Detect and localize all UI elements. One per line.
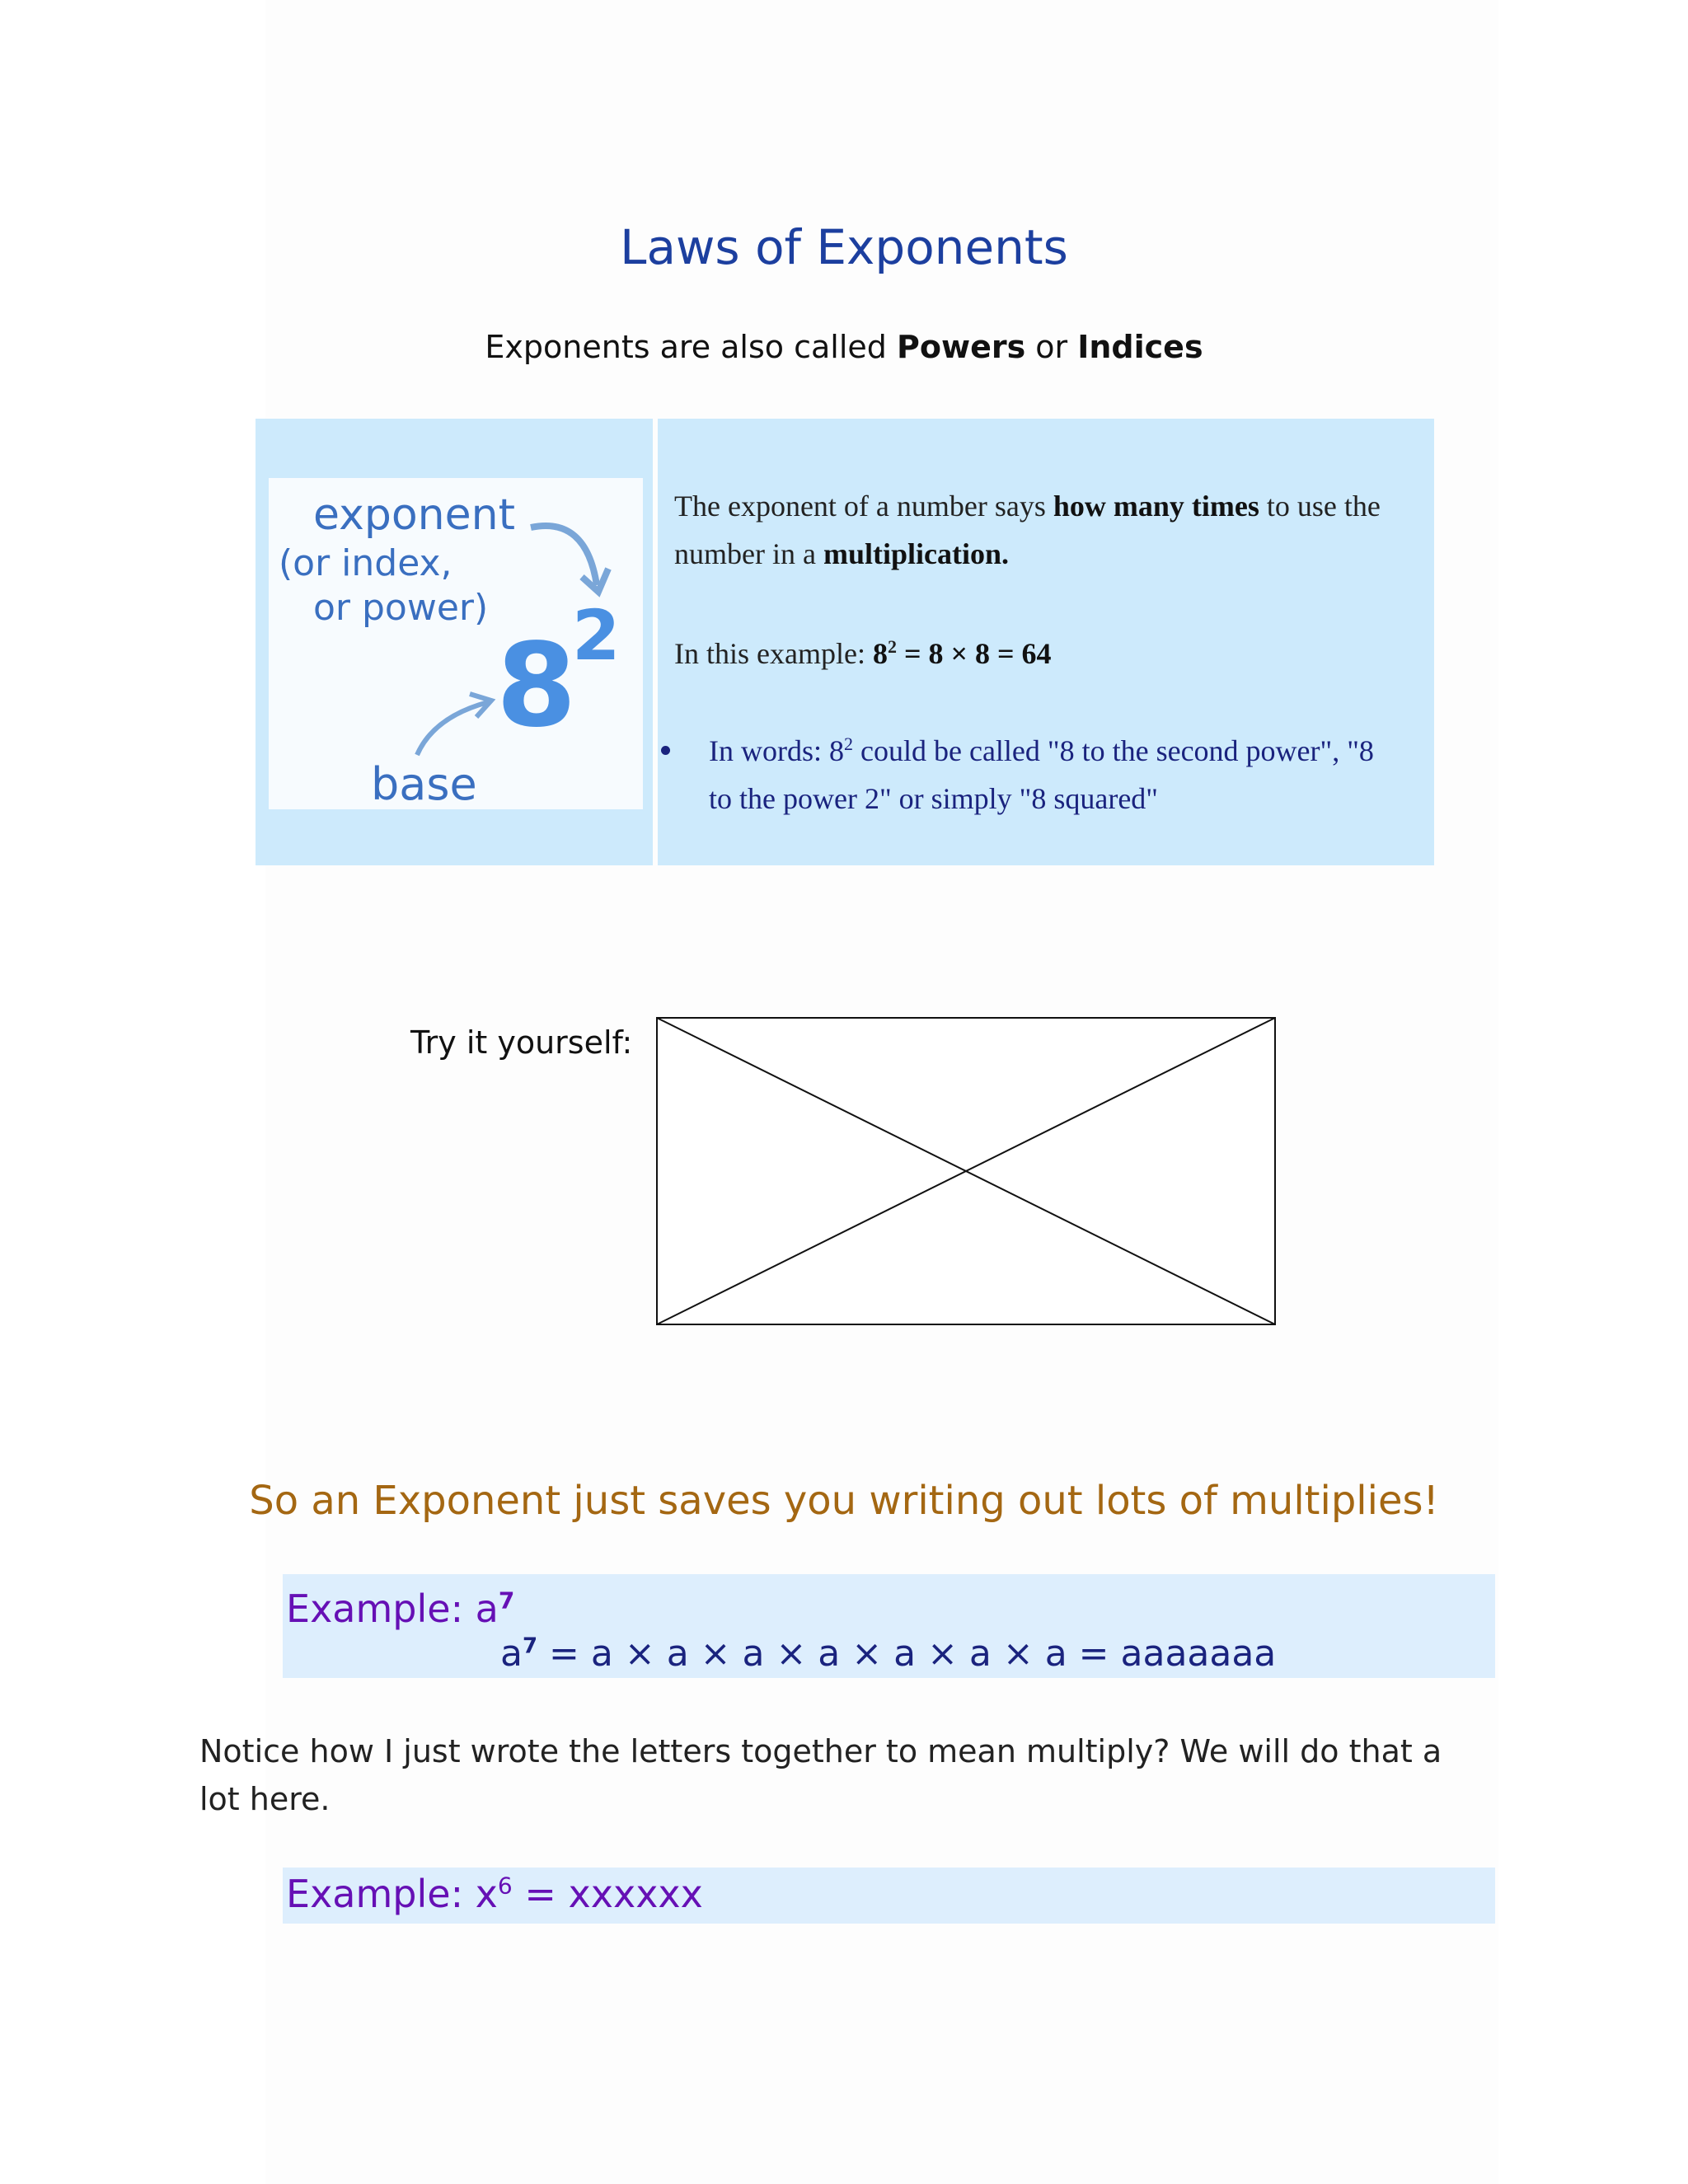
label-exponent: exponent <box>313 490 515 540</box>
label-power: or power) <box>313 587 489 629</box>
example-box-x6 <box>283 1868 1495 1924</box>
explanation-cell <box>658 419 1434 865</box>
bullet-text: In words: 8 <box>709 734 844 767</box>
explanation-line-1 <box>674 482 1426 530</box>
explanation-text: to use the <box>1259 490 1381 523</box>
example-label-rest: = xxxxxx <box>512 1872 703 1916</box>
label-base: base <box>371 758 477 809</box>
bullet-line-1 <box>709 727 1426 775</box>
example-label-text: Example: x <box>286 1872 498 1916</box>
subtitle-or: or <box>1025 329 1078 365</box>
bullet-sup: 2 <box>844 733 853 754</box>
example-label-sup: 7 <box>498 1586 515 1615</box>
base-arrow <box>417 702 488 755</box>
expression-base: a <box>500 1633 523 1675</box>
interactive-widget-placeholder[interactable] <box>656 1017 1276 1325</box>
explanation-emphasis: how many times <box>1053 490 1259 523</box>
subtitle-indices: Indices <box>1077 329 1203 365</box>
explanation-line-2 <box>674 530 1426 578</box>
notice-line-2: lot here. <box>199 1781 331 1817</box>
notice-line-1: Notice how I just wrote the letters together to mean multiply? We will do that a <box>199 1733 1442 1769</box>
page-title: Laws of Exponents <box>620 219 1068 275</box>
example-line-sup: 2 <box>887 636 897 657</box>
exponent-info-table <box>256 419 1434 865</box>
notice-paragraph <box>199 1727 1502 1823</box>
example-line-rest: = 8 × 8 = 64 <box>896 637 1052 670</box>
example-label-text: Example: a <box>286 1586 499 1631</box>
label-index: (or index, <box>279 542 452 584</box>
exponent-diagram-graphic <box>269 478 643 809</box>
slogan-heading: So an Exponent just saves you writing out lots of multiplies! <box>249 1478 1439 1524</box>
explanation-emphasis: multiplication. <box>823 537 1009 570</box>
example-label <box>286 1586 514 1632</box>
diagram-cell <box>256 419 653 865</box>
expression-rest: = a × a × a × a × a × a × a = aaaaaaa <box>537 1633 1277 1675</box>
explanation-text: number in a <box>674 537 823 570</box>
example-label <box>286 1871 703 1917</box>
example-expression <box>500 1632 1276 1676</box>
exponent-diagram <box>269 478 643 809</box>
page-subtitle <box>0 326 1688 368</box>
bullet-icon <box>661 746 670 755</box>
subtitle-powers: Powers <box>897 329 1026 365</box>
subtitle-text: Exponents are also called <box>485 329 897 365</box>
example-line-label: In this example: <box>674 637 873 670</box>
example-line <box>674 630 1426 677</box>
example-label-sup: 6 <box>497 1872 513 1900</box>
exponent-arrow <box>531 526 597 585</box>
bullet-text: could be called "8 to the second power", "8 <box>853 734 1374 767</box>
explanation-text: The exponent of a number says <box>674 490 1053 523</box>
bullet-line-2: to the power 2" or simply "8 squared" <box>709 782 1158 815</box>
base-number: 8 <box>496 619 577 753</box>
example-line-base: 8 <box>872 637 888 670</box>
expression-sup: 7 <box>522 1633 538 1659</box>
try-it-label: Try it yourself: <box>410 1024 633 1061</box>
example-box-a7 <box>283 1574 1495 1678</box>
exponent-number: 2 <box>572 595 621 676</box>
